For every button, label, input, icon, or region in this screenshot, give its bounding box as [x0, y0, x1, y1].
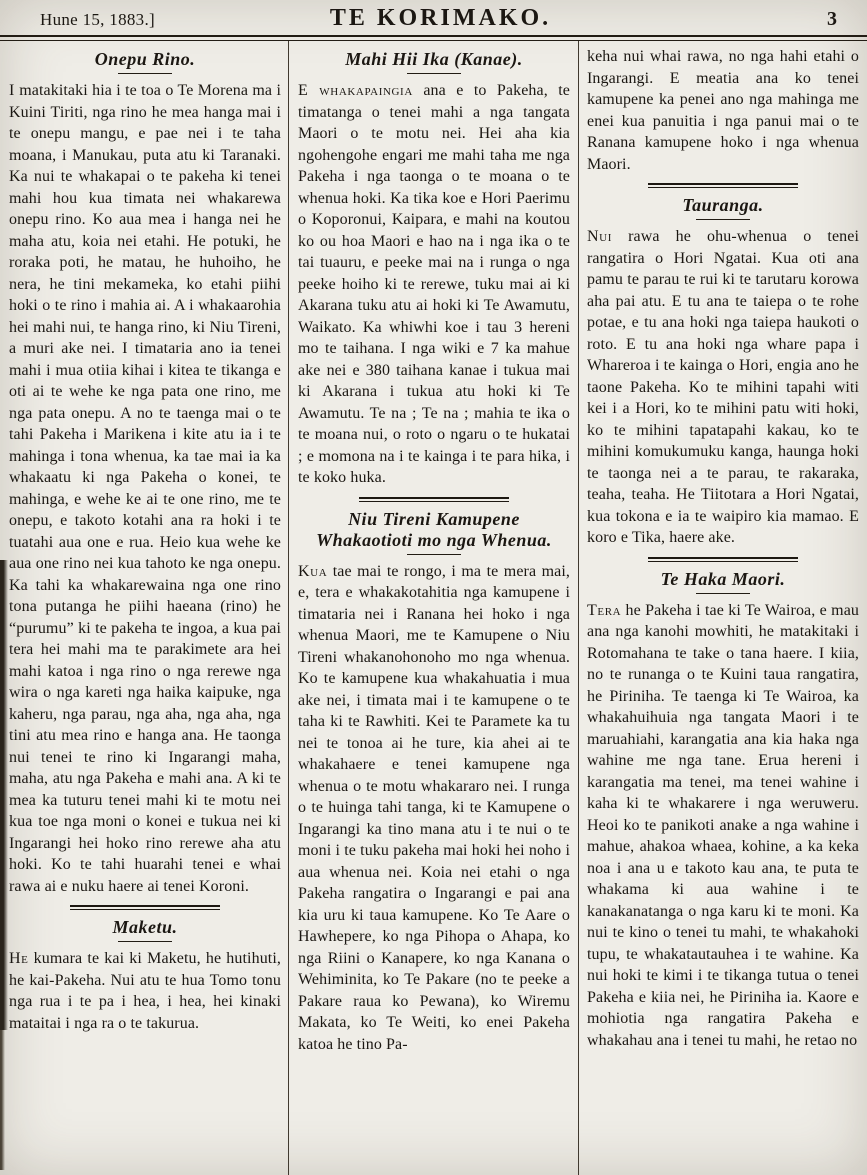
- article-body: [587, 600, 859, 1052]
- scan-artifact: [0, 1030, 5, 1170]
- article-text: he Pakeha i tae ki Te Wairoa, e mau ana nga kanohi mowhiti, he matakitaki i Rotomahana te take o tana haere. I kiia, no te runanga o te Kuini taua rangatira, he Piriniha. Te taenga ki Te Wairoa, ka whakahuihuia nga tangata Maori i te maruahiahi, karangatia ana kia haka nga wahine me nga tane. Erua hereni i karangatia ma tenei, ma tenei wahine i kaha ki te whakarere i nga weruweru. Heoi ko te panikoti anake a nga wahine i mahue, ahakoa whaea, kohine, a ka keka noa i ana u e takoto kau ana, te puta te whakama ki aua wahine i te kanakanatanga o nga karu ki te moni. Ka nui te kino o tenei tu mahi, te whakahoki tupu, te whakatautauhea i te wahine. Ka nui hoki te kimi i te tikanga tutua o tenei Pakeha e kiia nei, he Piriniha ia. Kaore e mohiotia nga rangatira Pakeha e whakahau ana i tenei tu mahi, he retao no: [587, 601, 859, 1049]
- column-2: [289, 41, 578, 1175]
- heading-rule: [118, 73, 172, 74]
- heading-rule: [118, 941, 172, 942]
- article-separator: [648, 557, 798, 562]
- article-onepu-rino: [9, 49, 281, 897]
- article-lead: He: [9, 950, 29, 967]
- article-body: [9, 80, 281, 897]
- article-separator: [359, 497, 509, 502]
- page-number: 3: [827, 8, 837, 30]
- article-mahi-hii-ika: [298, 49, 570, 489]
- heading-rule: [407, 554, 461, 555]
- article-separator: [648, 183, 798, 188]
- column-3: [578, 41, 867, 1175]
- heading-rule: [696, 219, 750, 220]
- article-heading: Te Haka Maori.: [660, 568, 786, 589]
- masthead-title: TE KORIMAKO.: [329, 5, 552, 31]
- article-separator: [70, 905, 220, 910]
- column-divider: [288, 41, 289, 1175]
- article-lead: E whakapaingia: [298, 82, 413, 99]
- article-text: rawa he ohu-whenua o tenei rangatira o Hori Ngatai. Kua oti ana pamu te parau te rui ki te tarutaru korowa aha pai atu. E tu ana te taiepa o te rohe potae, e tu ana hoki nga taiepa haukoti o roto. E tu ana hoki nga whare papa i Whareroa i te kainga o Hori, engia ano he taone Pakeha. Ko te mihini tapahi witi kei i a Hori, ko te mihini patu witi hoki, ko te mihini tapatapahi kakau, ko te mihini komukumuku kanga, haunga hoki te taonga nei a te parau, te rakaraka, teaha, teaha. He Tiitotara a Hori Ngatai, kua tokona e ia te waipiro kia mamao. E koro e Tika, haere ake.: [587, 228, 859, 546]
- column-divider: [578, 41, 579, 1175]
- article-body: [587, 226, 859, 549]
- article-heading: Onepu Rino.: [94, 49, 196, 69]
- article-lead: Kua: [298, 562, 328, 580]
- heading-rule: [696, 593, 750, 594]
- heading-rule: [407, 73, 461, 74]
- article-body: [298, 80, 570, 489]
- article-heading: Tauranga.: [682, 195, 764, 215]
- article-te-haka-maori: [587, 569, 859, 1052]
- article-body: [587, 46, 859, 175]
- newspaper-columns: [0, 41, 867, 1175]
- article-body: [9, 948, 281, 1034]
- article-heading: Maketu.: [112, 917, 178, 937]
- article-text: kumara te kai ki Maketu, he hutihuti, he kai-Pakeha. Nui atu te hua Tomo tonu nga rua i te pa i hea, i hea, hei kinaki mataitai i nga ra o te takurua.: [9, 950, 281, 1032]
- article-lead: Nui: [587, 228, 612, 245]
- article-text: matakitaki hia i te toa o Te Morena ma i Kuini Tiriti, nga rino he mea hanga mai i te onepu mangu, e pae nei i te taha moana, i Manukau, puta atu ki Taranaki. Ka nui te whakapai o te pakeha ki tenei mahi hou kua timata nei whakarewa onepu rino. Ko aua mea i hanga nei he maha atu, koia nei etahi. He potuki, he roraka poti, he matau, he huhoiho, he nera, he tini mekameka, ko etahi piihi hoki o te rino i mahia ai. A i whakaarohia hei mahi nui, te hanga rino, ki Niu Tireni, a muri ake nei. I timataria ano ia tenei mahi i mua otiia kihai i kitea te tikanga e oti ai te wehe ke nga pata one rino, me nga pata onepu. A no te taenga mai o te tahi Pakeha i Marikena i kite atu ia i te mahinga i tona whenua, ka tae mai ia ka whakaatu ki nga Pakeha o konei, te mahinga, e wehe ke ai te one rino, me te onepu, e takoto kotahi ana ra hoki i te tuatahi aua one e rua. Heio kua wehe ke aua one rino nei kua tahoto ke nga onepu. Ka tahi ka whakarewaina nga one rino tona putanga he piihi haeana (rino) he “purumu” ki te pakeha te ingoa, a kua pai tera hei mahi ma te parakimete ara hei mahi katoa i nga rino o nga rerewe nga wira o nga kareti nga haika kaipuke, nga kaheru, nga parau, nga aha, nga aha, nga tini atu mea rino e hanga ana. He taonga nui tenei te rino ki Ingarangi maha, maha, atu nga Pakeha e mahi ana. A ki te mea ka tuturu tenei mahi ki te motu nei kua toe nga moni o konei e tukua nei ki Ingarangi hei hoko rino rerewe aha atu hoki. Ko te tahi huarahi tenei e whai rawa ai e nuku haere ai tenei Koroni.: [9, 82, 281, 895]
- article-heading: Mahi Hii Ika (Kanae).: [345, 49, 523, 69]
- article-text: ana e to Pakeha, te timatanga o tenei mahi a nga tangata Maori o te motu nei. Hei aha kia ngohengohe engari me mahi taha me nga Pakeha i nga taonga o te moana o te whenua hoki. Ka tika koe e Hori Paerimu o Koporonui, Kaipara, e mahi na koutou ko ou hoa Maori e hao na i nga ika o te tai tuauru, e peeke mai na i runga o nga peeke hoiho ki te rerewe, tuku mai ai ki Akarana tuku atu ai hoki ki Te Awamutu, Waikato. Ka whiwhi koe i tau 3 hereni mo te taihana. I nga wiki e 7 ka mahue ake nei e 380 taihana kanae i tukua mai ki Akarana i tukua atu hoki ki Te Awamutu. Te na ; Te na ; mahia te ika o te moana nui, o roto o ngaru o te hukatai ; e momona na i te kainga i te para hika, i te koko huka.: [298, 82, 571, 486]
- page-header: [0, 0, 867, 31]
- article-maketu: [9, 917, 281, 1034]
- scan-artifact: [0, 560, 8, 1030]
- article-text: tae mai te rongo, i ma te mera mai, e, tera e whakakotahitia nga kamupene i timataria nei i Ranana hei hoko i nga whenua Maori, me te Kamupene o Niu Tireni whakanohonoho mo nga whenua. Ko te kamupene kua whakahuatia i mua ake nei, i timata mai i te kamupene o te taha ki te Rawhiti. Kei te Paramete ka tu nei te tonoa ai he ture, kia ahei ai te whakahaere e tenei kamupene nga whenua o te motu whakararo nei. I runga o te huinga tahi tanga, ki te Kamupene o Ingarangi ka tino mana atu i te nui o te moni i te tuku pakeha mai hoki hei noho i aua whenua nei. Koia nei etahi o nga Pakeha rangatira o Ingarangi e pai ana kia uru ki taua kamupene. Ko Te Aare o Hawhepere, ko nga Pihopa o Ahapa, ko nga Riini o Kanapere, ko nga Kanana o Wehiminita, ko Te Pakare (no te peeke a Pakare raua ko Pewana), ko Wiremu Makata, ko Te Weiti, ko enei Pakeha katoa he tino Pa-: [298, 562, 570, 1053]
- article-lead: I: [9, 82, 15, 99]
- article-heading: Niu Tireni Kamupene Whakaotioti mo nga Whenua.: [316, 508, 552, 550]
- column-1: [0, 41, 289, 1175]
- article-tauranga: [587, 195, 859, 549]
- article-lead: Tera: [587, 601, 622, 619]
- article-continuation: [587, 46, 859, 175]
- article-text: keha nui whai rawa, no nga hahi etahi o Ingarangi. E meatia ana ko tenei kamupene ka penei ano nga mahinga me enei kua panuitia i nga panui mai o te Ranana kamupene hoko i nga whenua Maori.: [587, 48, 859, 173]
- article-body: [298, 561, 570, 1056]
- article-niu-tireni-kamupene: [298, 509, 570, 1056]
- issue-date: Hune 15, 1883.]: [40, 10, 155, 29]
